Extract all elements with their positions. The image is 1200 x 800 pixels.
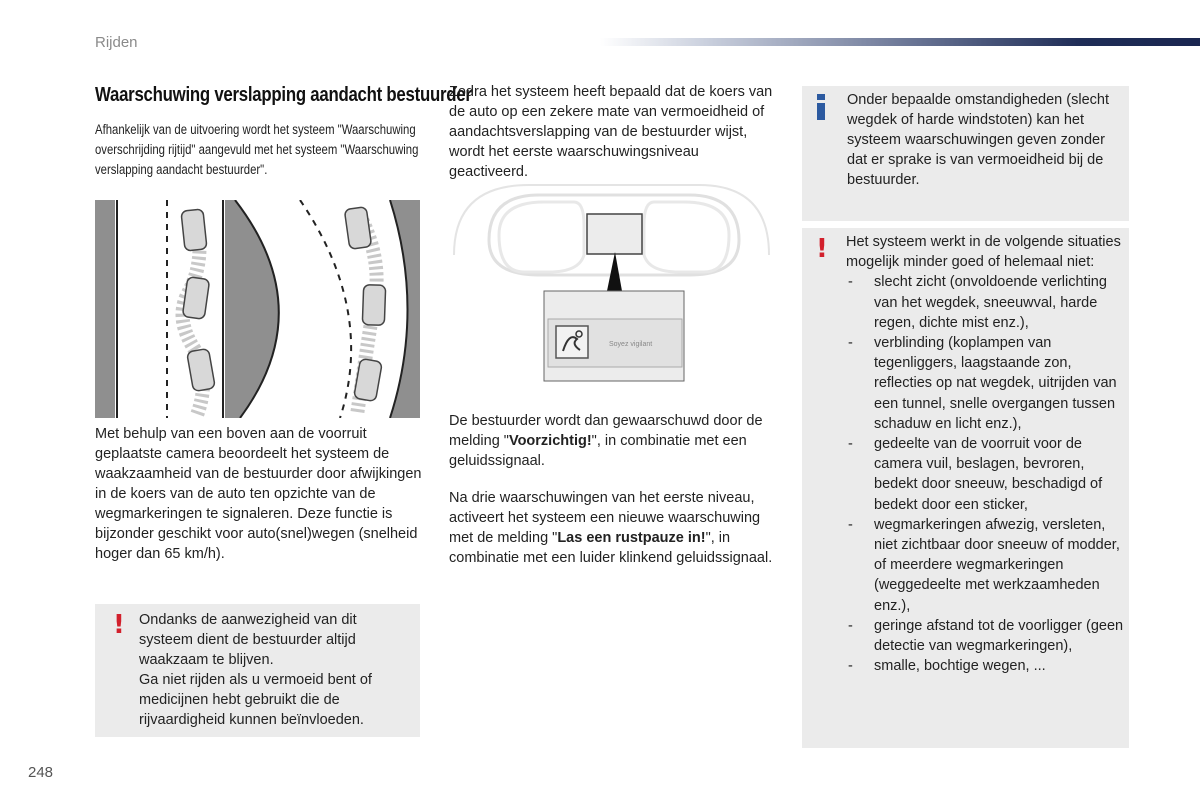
caution-message-text — [449, 411, 779, 471]
caution-text-after: ", in combinatie met een geluidssignaal. — [449, 433, 747, 469]
first-level-text — [449, 82, 779, 182]
info-box — [802, 86, 1129, 221]
header-gradient-bar — [600, 38, 1200, 46]
lane-drift-illustration — [95, 200, 420, 418]
caution-text-before: De bestuurder wordt dan gewaarschuwd door de melding " — [449, 413, 763, 449]
limitations-box — [802, 228, 1129, 748]
system-description — [95, 424, 425, 564]
rest-text-before: Na drie waarschuwingen van het eerste niveau, activeert het systeem een nieuwe waarschuwing met de melding " — [449, 490, 761, 546]
instrument-panel-svg — [449, 180, 779, 385]
list-item: - smalle, bochtige wegen, ... — [848, 658, 1046, 675]
first-level-paragraph: Zodra het systeem heeft bepaald dat de koers van de auto op een zekere mate van vermoeidheid of aandachtsverslapping van de bestuurder wijst, wordt het eerste waarschuwingsniveau geactiveerd. — [449, 84, 773, 180]
list-item: - wegmarkeringen afwezig, versleten, niet zichtbaar door sneeuw of modder, of meerdere wegmarkeringen (weggedeelte met werkzaamheden enz.), — [848, 516, 1120, 614]
warning-box — [95, 604, 420, 737]
intro-paragraph: Afhankelijk van de uitvoering wordt het systeem "Waarschuwing overschrijding rijtijd" aangevuld met het systeem "Waarschuwing verslapping aandacht bestuurder". — [95, 122, 419, 177]
list-item: - slecht zicht (onvoldoende verlichting van het wegdek, sneeuwval, harde regen, dichte mist enz.), — [848, 274, 1107, 331]
limitations-intro: Het systeem werkt in de volgende situaties mogelijk minder goed of helemaal niet: — [846, 234, 1121, 271]
warning-icon: ! — [816, 234, 828, 264]
limitations-list — [846, 272, 1126, 676]
rest-text-after: ", in combinatie met een luider klinkend geluidssignaal. — [449, 530, 773, 566]
warning-text — [139, 610, 409, 730]
lane-drift-svg — [95, 200, 420, 418]
page-number: 248 — [28, 764, 54, 781]
rest-message-text — [449, 488, 779, 568]
list-item: - geringe afstand tot de voorligger (geen detectie van wegmarkeringen), — [848, 617, 1124, 655]
caution-message-label: Voorzichtig! — [508, 433, 592, 449]
instrument-panel-illustration — [449, 180, 779, 385]
info-text: Onder bepaalde omstandigheden (slecht wegdek of harde windstoten) kan het systeem waarschuwingen geven zonder dat er sprake is van vermoeidheid bij de bestuurder. — [847, 92, 1109, 188]
section-title: Rijden — [95, 34, 138, 51]
limitations-text — [846, 232, 1126, 676]
page-title: Waarschuwing verslapping aandacht bestuurder — [95, 84, 472, 106]
warning-line-2: Ga niet rijden als u vermoeid bent of medicijnen hebt gebruikt die de rijvaardigheid kunnen beïnvloeden. — [139, 672, 372, 728]
system-description-text: Met behulp van een boven aan de voorruit geplaatste camera beoordeelt het systeem de waakzaamheid van de bestuurder door afwijkingen in de koers van de auto ten opzichte van de wegmarkeringen te signaleren. Deze functie is bijzonder geschikt voor auto(snel)wegen (snelheid hoger dan 65 km/h). — [95, 426, 422, 562]
list-item: - gedeelte van de voorruit voor de camera vuil, beslagen, bevroren, bedekt door sneeuw, beschadigd of bedekt door een sticker, — [848, 436, 1103, 513]
intro-text — [95, 120, 423, 180]
display-screen — [587, 214, 642, 254]
info-icon — [817, 94, 825, 120]
warning-line-1: Ondanks de aanwezigheid van dit systeem dient de bestuurder altijd waakzaam te blijven. — [139, 612, 357, 668]
warning-icon: ! — [113, 610, 125, 640]
list-item: - verblinding (koplampen van tegenliggers, laagstaande zon, reflecties op nat wegdek, uitrijden van een tunnel, snelle overgangen tussen schaduw en licht enz.), — [848, 335, 1117, 432]
rest-message-label: Las een rustpauze in! — [557, 530, 706, 546]
display-message: Soyez vigilant — [609, 341, 653, 348]
drowsy-driver-icon — [556, 326, 588, 358]
